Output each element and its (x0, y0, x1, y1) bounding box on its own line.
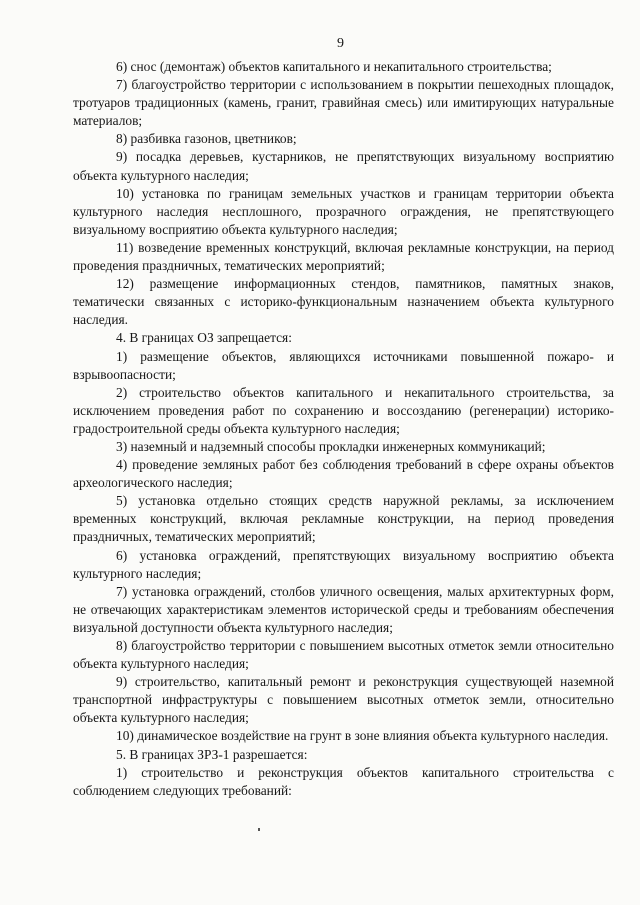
paragraph: 9) посадка деревьев, кустарников, не препятствующих визуальному восприятию объекта культурного наследия; (73, 149, 614, 183)
page-number: 9 (337, 36, 344, 51)
document-body (73, 58, 614, 800)
paragraph: 9) строительство, капитальный ремонт и реконструкция существующей наземной транспортной инфраструктуры с повышением высотных отметок земли, относительно объекта культурного наследия; (73, 674, 614, 726)
paragraph: 10) установка по границам земельных участков и границам территории объекта культурного наследия несплошного, прозрачного ограждения, не препятствующего визуальному восприятию объекта культурного наследия; (73, 185, 614, 237)
paragraph: 4) проведение земляных работ без соблюдения требований в сфере охраны объектов археологического наследия; (73, 457, 614, 491)
paragraph: 12) размещение информационных стендов, памятников, памятных знаков, тематически связанных с историко-функциональным назначением объекта культурного наследия. (73, 276, 614, 328)
section-heading: 4. В границах ОЗ запрещается: (116, 330, 292, 346)
paragraph: 7) благоустройство территории с использованием в покрытии пешеходных площадок, тротуаров традиционных (камень, гранит, гравийная смесь) или имитирующих натуральные материалов; (73, 77, 614, 129)
paragraph: 1) размещение объектов, являющихся источниками повышенной пожаро- и взрывоопасности; (73, 348, 614, 382)
paragraph: 2) строительство объектов капитального и некапитального строительства, за исключением проведения работ по сохранению и воссозданию (регенерации) историко-градостроительной среды объекта культурного наследия; (73, 384, 614, 436)
paragraph: 7) установка ограждений, столбов уличного освещения, малых архитектурных форм, не отвечающих характеристикам элементов исторической среды и требованиям обеспечения визуальной доступности объекта культурного наследия; (73, 583, 614, 635)
paragraph: 8) разбивка газонов, цветников; (116, 131, 297, 147)
paragraph: 6) установка ограждений, препятствующих визуальному восприятию объекта культурного наследия; (73, 547, 614, 581)
paragraph: 10) динамическое воздействие на грунт в зоне влияния объекта культурного наследия. (116, 728, 609, 744)
paragraph: 8) благоустройство территории с повышением высотных отметок земли относительно объекта культурного наследия; (73, 638, 614, 672)
scan-speck (258, 828, 260, 831)
paragraph: 1) строительство и реконструкция объектов капитального строительства с соблюдением следующих требований: (73, 764, 614, 798)
paragraph: 6) снос (демонтаж) объектов капитального и некапитального строительства; (116, 59, 552, 74)
paragraph: 3) наземный и надземный способы прокладки инженерных коммуникаций; (116, 438, 546, 454)
section-heading: 5. В границах ЗРЗ-1 разрешается: (116, 746, 308, 762)
paragraph: 11) возведение временных конструкций, включая рекламные конструкции, на период проведения праздничных, тематических мероприятий; (73, 239, 614, 274)
paragraph: 5) установка отдельно стоящих средств наружной рекламы, за исключением временных конструкций, включая рекламные конструкции, на период проведения праздничных, тематических мероприятий; (73, 493, 614, 545)
